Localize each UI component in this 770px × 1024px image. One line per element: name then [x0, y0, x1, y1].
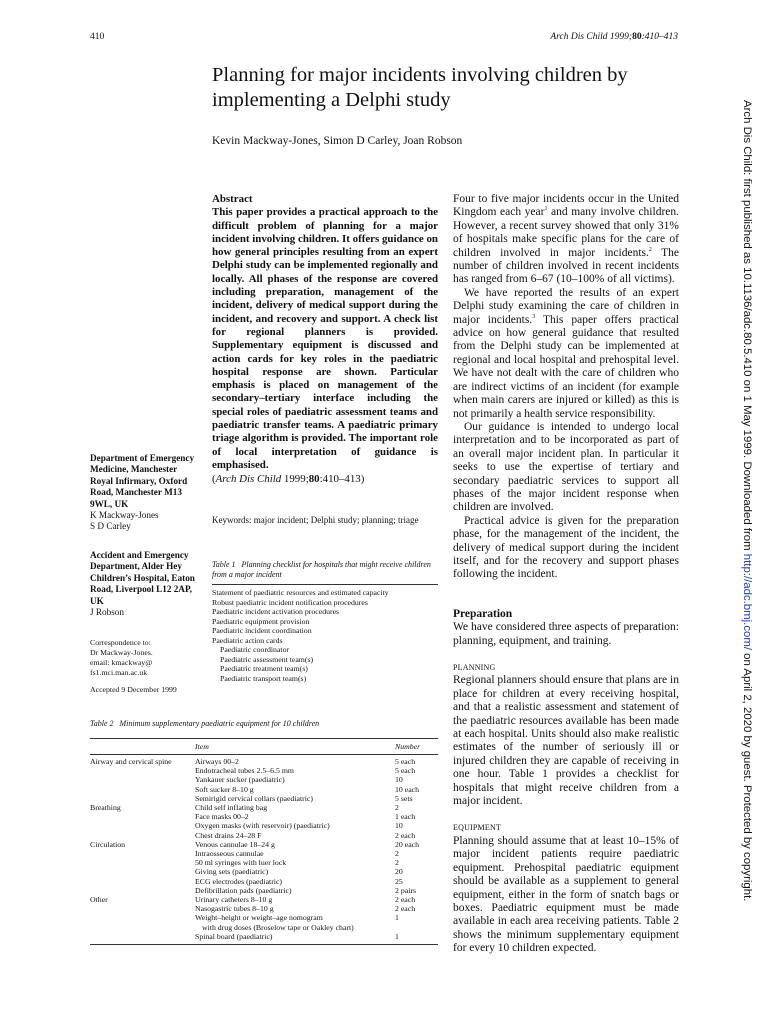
category-cell [90, 821, 195, 830]
table-row [90, 867, 438, 876]
item-cell: Airways 00–2 [195, 757, 239, 766]
table-row [90, 803, 438, 812]
paragraph: Four to five major incidents occur in the United Kingdom each year$^1$ and many involve children. However, a recent survey showed that only 31% of hospitals make specific plans for the care of children involved in major incidents.$^2$ The number of children involved in recent incidents has ranged from 6–67 (10–100% of all victims). [453, 193, 680, 286]
table-row [90, 877, 438, 886]
table-1-items [212, 588, 438, 683]
affiliation-1 [90, 453, 202, 533]
paragraph: Practical advice is given for the preparation phase, for the management of the incident, the delivery of medical support during the incident itself, and for the recovery and support phases following the incident. [453, 514, 679, 581]
page-number: 410 [90, 32, 105, 42]
item-cell-text: with drug doses (Broselow tape or Oakley chart) [202, 922, 354, 932]
table-row [90, 886, 438, 895]
item-cell: Oxygen masks (with reservoir) (paediatric) [195, 821, 330, 831]
number-cell: 2 each [395, 830, 416, 840]
table-row [90, 785, 438, 794]
category-cell [90, 794, 195, 803]
table-1-caption: Table 1 Planning checklist for hospitals that might receive children from a major incident [212, 560, 431, 579]
category-cell [90, 766, 195, 775]
table-row [90, 895, 438, 904]
paragraph: Regional planners should ensure that plans are in place for children at every receiving hospital, and that a realistic assessment and statement of the paediatric resources available has been made at each hospital. Units should also make realistic estimates of the number of seriously ill or injured children they are capable of receiving in one hour. Table 1 provides a checklist for hospitals that might receive children from a major incident. [453, 674, 679, 808]
correspondence [90, 638, 205, 678]
category-cell [90, 831, 195, 840]
category-cell [90, 867, 195, 876]
table-1-item: Paediatric equipment provision [212, 616, 310, 626]
category-cell [90, 923, 195, 932]
author-list: Kevin Mackway-Jones, Simon D Carley, Joan Robson [212, 135, 463, 147]
journal-link[interactable]: http://adc.bmj.com/ [741, 553, 753, 651]
accepted-date: Accepted 9 December 1999 [90, 685, 177, 694]
abstract [212, 193, 438, 487]
number-cell: 10 [395, 775, 403, 785]
number-cell: 25 [395, 876, 403, 886]
table-row [90, 812, 438, 821]
item-cell: Defibrillation pads (paediatric) [195, 885, 292, 895]
paragraph: Our guidance is intended to undergo local interpretation and to be incorporated as part of an overall major incident plan. In particular it seeks to use the expertise of tertiary and secondary paediatric services to support all phases of the major incident response when children are involved. [453, 420, 679, 514]
category-cell [90, 904, 195, 913]
table-1-item: Paediatric incident activation procedures [212, 607, 340, 616]
item-cell [195, 923, 395, 932]
table-row [90, 913, 438, 922]
item-cell: 50 ml syringes with luer lock [195, 858, 287, 868]
number-cell: 1 each [395, 812, 416, 822]
number-cell: 20 [395, 867, 403, 877]
table-row [90, 840, 438, 849]
abstract-citation: (Arch Dis Child 1999;80:410–413) [212, 473, 365, 486]
number-cell: 1 [395, 913, 399, 923]
affiliation-person: J Robson [90, 607, 124, 618]
category-cell [90, 775, 195, 784]
table-1-item: Paediatric action cards [212, 635, 283, 645]
table-row [90, 757, 438, 766]
table-row [90, 923, 438, 932]
table-rule [90, 944, 438, 945]
article-title: Planning for major incidents involving children by implementing a Delphi study [212, 64, 628, 111]
affiliation-person: K Mackway-Jones [90, 510, 159, 521]
item-cell: Weight–height or weight–age nomogram [195, 913, 323, 923]
table-1-item: Statement of paediatric resources and estimated capacity [212, 588, 389, 597]
table-1-item: Paediatric incident coordination [212, 626, 312, 635]
subsection-heading: PLANNING [453, 663, 496, 672]
category-cell: Airway and cervical spine [90, 757, 172, 766]
category-cell [90, 877, 195, 886]
table-row [90, 831, 438, 840]
body-text [453, 193, 679, 956]
category-cell [90, 932, 195, 941]
number-cell: 2 pairs [395, 885, 417, 895]
number-cell: 2 [395, 803, 399, 813]
paragraph: We have reported the results of an expert Delphi study examining the care of children in major incidents.$^3$ This paper offers practical advice on how general guidance that resulted from the Delphi study can be implemented at regional and local hospital and prehospital level. We have not dealt with the care of children who are indirect victims of an incident (for example when main carers are injured or killed) as this is not primarily a health service responsibility. [453, 286, 680, 420]
correspondence-line: fs1.mci.man.ac.uk [90, 668, 148, 677]
item-cell: Semirigid cervical collars (paediatric) [195, 793, 313, 803]
number-cell: 5 each [395, 766, 416, 776]
correspondence-line: email: kmackway@ [90, 658, 153, 667]
abstract-heading: Abstract [212, 193, 253, 205]
abstract-body: This paper provides a practical approach to the difficult problem of planning for a major incident involving children. It offers guidance on how general principles resulting from an expert Delphi study can be implemented regionally and locally. All phases of the response are covered including preparation, management of the incident, delivery of medical support during the incident, and recovery and support. A check list for regional planners is provided. Supplementary equipment is discussed and action cards for key roles in the paediatric hospital response are shown. Particular emphasis is placed on management of the secondary–tertiary interface including the special roles of paediatric assessment teams and paediatric transfer teams. A paediatric primary triage algorithm is provided. The important role of local interpretation of guidance is emphasised. [212, 206, 438, 471]
number-cell: 20 each [395, 839, 420, 849]
table-1-item: Robust paediatric incident notification procedures [212, 597, 368, 607]
item-cell: Yankauer sucker (paediatric) [195, 775, 285, 785]
category-cell [90, 812, 195, 821]
table-row [90, 849, 438, 858]
number-cell: 2 each [395, 895, 416, 905]
item-cell: Endotracheal tubes 2.5–6.5 mm [195, 766, 294, 776]
number-cell: 2 [395, 858, 399, 868]
subsection-heading: EQUIPMENT [453, 823, 502, 833]
category-cell [90, 886, 195, 895]
number-cell [395, 923, 438, 932]
table-row [90, 932, 438, 941]
item-cell: Intraosseous cannulae [195, 849, 264, 859]
table-2-header [90, 739, 438, 754]
category-cell [90, 849, 195, 858]
table-row [90, 858, 438, 867]
table-row [90, 904, 438, 913]
table-1-item: Paediatric transport team(s) [220, 673, 307, 683]
category-cell [90, 858, 195, 867]
number-cell: 1 [395, 931, 399, 941]
number-cell: 10 [395, 821, 403, 831]
affiliation-person: S D Carley [90, 521, 131, 532]
keywords: Keywords: major incident; Delphi study; planning; triage [212, 515, 419, 525]
table-1-item: Paediatric coordinator [220, 645, 290, 654]
item-cell: Giving sets (paediatric) [195, 867, 269, 877]
item-cell: Nasogastric tubes 8–10 g [195, 904, 274, 914]
category-cell: Circulation [90, 839, 126, 849]
item-cell: ECG electrodes (paediatric) [195, 876, 283, 886]
table-row [90, 766, 438, 775]
table-1-item: Paediatric treatment team(s) [220, 664, 308, 673]
affiliation-2 [90, 550, 202, 618]
paragraph: We have considered three aspects of preparation: planning, equipment, and training. [453, 621, 679, 647]
number-cell: 2 each [395, 904, 416, 914]
affiliation-name: Department of Emergency Medicine, Manchester Royal Infirmary, Oxford Road, Manchester M13 9WL, UK [90, 453, 195, 509]
table-1 [212, 560, 438, 683]
category-cell: Other [90, 895, 108, 905]
table-rule [212, 584, 438, 585]
column-header: Item [195, 742, 209, 751]
journal-reference: Arch Dis Child 1999;80:410–413 [550, 32, 678, 42]
category-cell [90, 785, 195, 794]
table-row [90, 775, 438, 784]
category-cell [90, 913, 195, 922]
number-cell: 5 sets [395, 793, 413, 803]
number-cell: 2 [395, 849, 399, 859]
table-row [90, 794, 438, 803]
item-cell: Child self inflating bag [195, 803, 268, 813]
number-cell: 5 each [395, 757, 416, 766]
table-2-body [90, 755, 438, 945]
table-1-item: Paediatric assessment team(s) [220, 654, 314, 664]
section-heading: Preparation [453, 607, 513, 620]
paragraph: Planning should assume that at least 10–15% of major incident patients require paediatric equipment. Prehospital paediatric equipment should be available as a supplement to general equipment, either in the form of snatch bags or boxes. Paediatric equipment must be made available in each area receiving patients. Table 2 shows the minimum supplementary equipment for every 10 children expected. [453, 834, 679, 955]
correspondence-line: Correspondence to: [90, 638, 151, 647]
item-cell: Chest drains 24–28 F [195, 830, 262, 840]
table-row [90, 821, 438, 830]
item-cell: Urinary catheters 8–10 g [195, 895, 273, 905]
item-cell: Soft sucker 8–10 g [195, 784, 254, 794]
table-2-caption: Table 2 Minimum supplementary paediatric equipment for 10 children [90, 719, 320, 728]
number-cell: 10 each [395, 784, 420, 794]
download-watermark: Arch Dis Child: first published as 10.1136/adc.80.5.410 on 1 May 1999. Downloaded from http://adc.bmj.com/ on April 2, 2020 by guest. Protected by copyright. [741, 100, 753, 902]
item-cell: Spinal board (paediatric) [195, 931, 273, 941]
column-header: Number [395, 742, 421, 751]
item-cell: Venous cannulae 18–24 g [195, 839, 275, 849]
item-cell: Face masks 00–2 [195, 812, 249, 822]
correspondence-line: Dr Mackway-Jones. [90, 648, 153, 657]
affiliation-name: Accident and Emergency Department, Alder Hey Children’s Hospital, Eaton Road, Liverpool L12 2AP, UK [90, 550, 195, 606]
category-cell: Breathing [90, 803, 121, 813]
table-2 [90, 719, 438, 945]
